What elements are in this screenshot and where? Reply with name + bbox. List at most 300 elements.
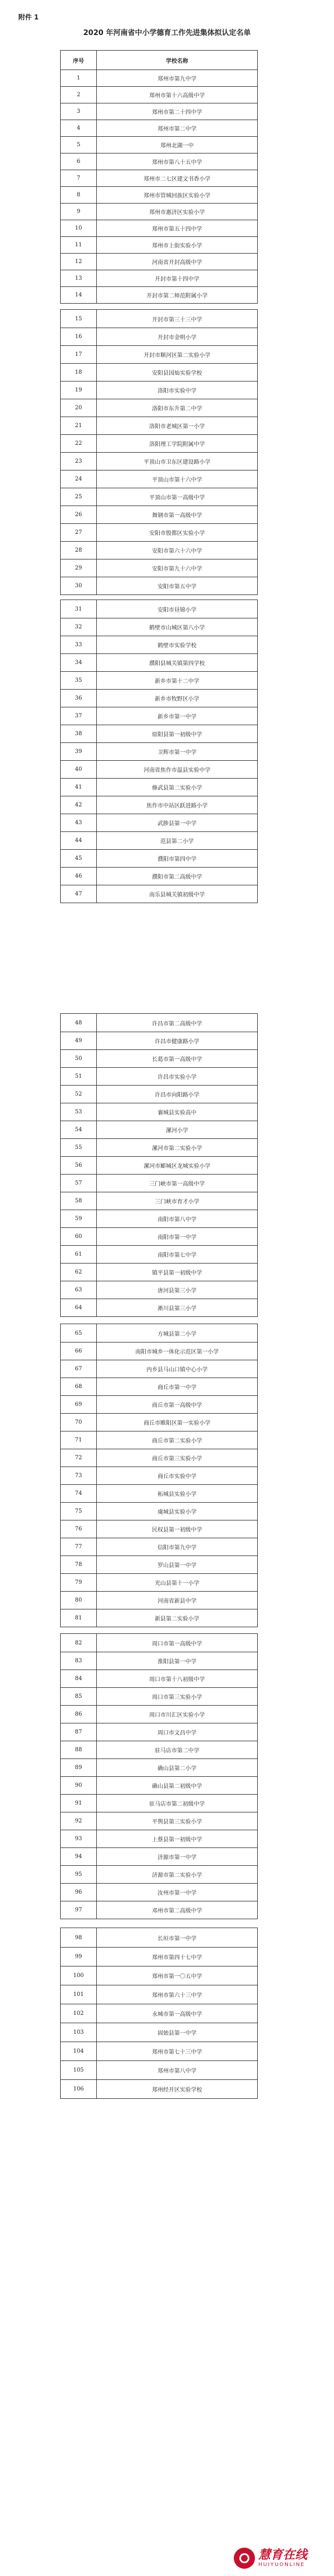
school-name: 鹤壁市实验学校 bbox=[158, 643, 197, 649]
row-number: 17 bbox=[61, 346, 97, 363]
table-row bbox=[61, 363, 257, 381]
table-row bbox=[61, 381, 257, 399]
table-row bbox=[61, 1103, 257, 1121]
table-row bbox=[61, 186, 257, 203]
table-row bbox=[61, 760, 257, 778]
row-number: 6 bbox=[61, 153, 97, 170]
school-name: 焦作市中站区跃进路小学 bbox=[146, 803, 208, 809]
school-name: 郑州市二七区建文书香小学 bbox=[144, 176, 210, 182]
row-number: 20 bbox=[61, 399, 97, 417]
school-name: 周口市川汇区实验小学 bbox=[149, 1712, 205, 1718]
school-name: 平顶山市第一高级中学 bbox=[149, 495, 205, 501]
table-row bbox=[61, 1741, 257, 1758]
table-row bbox=[61, 1687, 257, 1705]
table-row bbox=[61, 1609, 257, 1627]
table-row bbox=[61, 120, 257, 136]
table-row bbox=[61, 1085, 257, 1103]
table-row bbox=[61, 399, 257, 417]
table-row bbox=[61, 1014, 257, 1032]
school-table bbox=[60, 600, 258, 903]
row-number: 95 bbox=[61, 1866, 97, 1883]
table-row bbox=[61, 867, 257, 885]
school-table bbox=[60, 309, 258, 595]
school-name: 河南省焦作市温县实验中学 bbox=[144, 767, 210, 774]
row-number: 22 bbox=[61, 435, 97, 452]
row-number: 86 bbox=[61, 1706, 97, 1723]
school-name: 舞钢市第一高级中学 bbox=[152, 513, 202, 519]
table-row bbox=[61, 1413, 257, 1431]
row-number: 49 bbox=[61, 1032, 97, 1049]
row-number: 104 bbox=[61, 2042, 97, 2060]
school-name: 新乡市牧野区小学 bbox=[155, 696, 199, 702]
table-row bbox=[61, 1281, 257, 1299]
school-name: 永城市第一高级中学 bbox=[152, 2012, 202, 2018]
school-name: 郑州市第七十三中学 bbox=[152, 2049, 202, 2055]
school-name: 平舆县第三实验小学 bbox=[152, 1819, 202, 1825]
table-row bbox=[61, 1865, 257, 1883]
school-name: 郑州市惠济区实验小学 bbox=[149, 210, 205, 216]
school-name: 南阳市第八中学 bbox=[158, 1217, 197, 1223]
school-name: 漯河小学 bbox=[166, 1128, 188, 1134]
row-number: 14 bbox=[61, 287, 97, 303]
table-row bbox=[61, 2079, 257, 2098]
school-name: 平顶山市卫东区建设路小学 bbox=[144, 459, 210, 465]
row-number: 60 bbox=[61, 1228, 97, 1245]
row-number: 44 bbox=[61, 832, 97, 849]
table-row bbox=[61, 1634, 257, 1652]
table-row bbox=[61, 577, 257, 595]
table-row bbox=[61, 1966, 257, 1985]
school-name: 郑州北湖一中 bbox=[160, 143, 194, 149]
school-name: 南乐县城关镇初级中学 bbox=[149, 892, 205, 898]
row-number: 101 bbox=[61, 1985, 97, 2004]
school-name: 安阳市昼锦小学 bbox=[158, 607, 197, 613]
school-name: 安阳市第九十六中学 bbox=[152, 566, 202, 572]
row-number: 100 bbox=[61, 1966, 97, 1985]
school-name: 郑州市第二十四中学 bbox=[152, 110, 202, 116]
row-number: 56 bbox=[61, 1157, 97, 1174]
school-name: 淅川县第三小学 bbox=[158, 1306, 197, 1312]
table-header bbox=[61, 51, 257, 70]
school-name: 周口市文昌中学 bbox=[158, 1730, 197, 1736]
table-row bbox=[61, 796, 257, 814]
row-number: 83 bbox=[61, 1652, 97, 1670]
school-name: 开封市第十四中学 bbox=[155, 276, 199, 283]
table-row bbox=[61, 1591, 257, 1609]
school-name: 虞城县实验小学 bbox=[158, 1509, 197, 1515]
table-row bbox=[61, 253, 257, 270]
school-name: 开封市第三十三中学 bbox=[152, 316, 202, 323]
logo-icon bbox=[234, 2548, 255, 2569]
school-name: 济源市第一中学 bbox=[158, 1855, 197, 1861]
row-number: 25 bbox=[61, 488, 97, 506]
school-name: 洛阳市实验中学 bbox=[158, 388, 197, 394]
table-row bbox=[61, 559, 257, 577]
school-name: 安阳市殷都区实验小学 bbox=[149, 531, 205, 537]
row-number: 4 bbox=[61, 120, 97, 136]
table-row bbox=[61, 541, 257, 559]
row-number: 61 bbox=[61, 1246, 97, 1263]
school-name: 郑州市管城回族区实验小学 bbox=[144, 193, 210, 199]
watermark-logo bbox=[234, 2546, 323, 2570]
school-name: 濮阳市第四中学 bbox=[158, 856, 197, 863]
table-row bbox=[61, 1901, 257, 1919]
table-row bbox=[61, 1210, 257, 1227]
row-number: 19 bbox=[61, 382, 97, 399]
table-row bbox=[61, 1520, 257, 1538]
table-row bbox=[61, 1947, 257, 1966]
row-number: 35 bbox=[61, 672, 97, 689]
school-name: 濮阳市第二高级中学 bbox=[152, 874, 202, 880]
school-name: 罗山县第一中学 bbox=[158, 1563, 197, 1569]
row-number: 80 bbox=[61, 1592, 97, 1609]
table-row bbox=[61, 2004, 257, 2023]
row-number: 18 bbox=[61, 364, 97, 381]
table-row bbox=[61, 310, 257, 328]
table-row bbox=[61, 885, 257, 903]
school-table bbox=[60, 1013, 258, 1317]
row-number: 87 bbox=[61, 1723, 97, 1741]
table-row bbox=[61, 523, 257, 541]
row-number: 59 bbox=[61, 1210, 97, 1227]
row-number: 2 bbox=[61, 87, 97, 103]
school-name: 郑州市第五十四中学 bbox=[152, 226, 202, 232]
school-name: 南阳市第七中学 bbox=[158, 1252, 197, 1259]
table-row bbox=[61, 1723, 257, 1741]
row-number: 78 bbox=[61, 1556, 97, 1573]
table-row bbox=[61, 1431, 257, 1449]
table-row bbox=[61, 2023, 257, 2042]
row-number: 103 bbox=[61, 2023, 97, 2042]
school-name: 济源市第二实验小学 bbox=[152, 1872, 202, 1879]
school-name: 漯河市郾城区龙城实验小学 bbox=[144, 1163, 210, 1170]
table-row bbox=[61, 1227, 257, 1245]
school-name: 卫辉市第一中学 bbox=[158, 750, 197, 756]
row-number: 67 bbox=[61, 1360, 97, 1378]
row-number: 54 bbox=[61, 1121, 97, 1138]
watermark-text: 慧育在线 bbox=[258, 2548, 308, 2562]
school-name: 商丘市第三实验小学 bbox=[152, 1456, 202, 1462]
school-name: 唐河县第三小学 bbox=[158, 1288, 197, 1294]
table-row bbox=[61, 236, 257, 253]
school-name: 南阳市城乡一体化示范区第一小学 bbox=[135, 1349, 219, 1355]
school-name: 襄城县实验高中 bbox=[158, 1110, 197, 1116]
table-row bbox=[61, 1830, 257, 1847]
table-row bbox=[61, 270, 257, 286]
table-row bbox=[61, 831, 257, 849]
school-name: 开封市第二师范附属小学 bbox=[146, 293, 208, 299]
table-row bbox=[61, 470, 257, 488]
table-row bbox=[61, 452, 257, 470]
school-name: 柘城县实验小学 bbox=[158, 1492, 197, 1498]
row-number: 36 bbox=[61, 690, 97, 707]
school-name: 郑州市第八十五中学 bbox=[152, 160, 202, 166]
row-number: 53 bbox=[61, 1103, 97, 1121]
school-name: 确山县第二小学 bbox=[158, 1766, 197, 1772]
row-number: 91 bbox=[61, 1795, 97, 1812]
row-number: 76 bbox=[61, 1520, 97, 1538]
table-row bbox=[61, 1502, 257, 1520]
row-number: 33 bbox=[61, 636, 97, 653]
school-name: 郑州市第九中学 bbox=[158, 76, 197, 82]
school-name: 洛阳市东升第二中学 bbox=[152, 406, 202, 412]
school-name: 汝州市第一中学 bbox=[158, 1890, 197, 1896]
school-name: 河南省新县中学 bbox=[158, 1598, 197, 1604]
row-number: 46 bbox=[61, 868, 97, 885]
row-number: 43 bbox=[61, 814, 97, 831]
school-name: 内乡县马山口镇中心小学 bbox=[146, 1367, 208, 1373]
table-row bbox=[61, 1705, 257, 1723]
row-number: 12 bbox=[61, 254, 97, 270]
row-number: 64 bbox=[61, 1299, 97, 1316]
school-name: 郑州市第八中学 bbox=[158, 2068, 197, 2074]
school-name: 郑州市上街实验小学 bbox=[152, 243, 202, 249]
table-row bbox=[61, 1192, 257, 1210]
row-number: 29 bbox=[61, 559, 97, 577]
row-number: 50 bbox=[61, 1050, 97, 1067]
table-row bbox=[61, 86, 257, 103]
table-row bbox=[61, 1985, 257, 2004]
school-name: 洛阳理工学院附属中学 bbox=[149, 442, 205, 448]
attachment-label: 附件 1 bbox=[18, 13, 39, 21]
row-number: 37 bbox=[61, 707, 97, 725]
table-row bbox=[61, 814, 257, 831]
table-row bbox=[61, 849, 257, 867]
row-number: 102 bbox=[61, 2004, 97, 2023]
row-number: 73 bbox=[61, 1467, 97, 1484]
table-row bbox=[61, 1360, 257, 1378]
table-row bbox=[61, 1883, 257, 1901]
table-row bbox=[61, 1484, 257, 1502]
table-row bbox=[61, 203, 257, 220]
table-row bbox=[61, 220, 257, 236]
school-name: 开封市金明小学 bbox=[158, 335, 197, 341]
row-number: 69 bbox=[61, 1396, 97, 1413]
table-row bbox=[61, 506, 257, 523]
school-name: 长葛市第一高级中学 bbox=[152, 1057, 202, 1063]
table-row bbox=[61, 345, 257, 363]
table-row bbox=[61, 286, 257, 303]
school-name: 安阳市第五中学 bbox=[158, 584, 197, 590]
row-number: 13 bbox=[61, 270, 97, 286]
table-row bbox=[61, 1794, 257, 1812]
school-name: 许昌市实验小学 bbox=[158, 1074, 197, 1081]
school-name: 漯河市第二实验小学 bbox=[152, 1146, 202, 1152]
school-name: 驻马店市第二初级中学 bbox=[149, 1801, 205, 1807]
row-number: 93 bbox=[61, 1830, 97, 1847]
row-number: 72 bbox=[61, 1449, 97, 1467]
row-number: 31 bbox=[61, 600, 97, 618]
table-row bbox=[61, 1758, 257, 1776]
table-row bbox=[61, 1538, 257, 1555]
row-number: 85 bbox=[61, 1688, 97, 1705]
row-number: 105 bbox=[61, 2061, 97, 2079]
row-number: 97 bbox=[61, 1901, 97, 1919]
school-name: 郑州市第一〇五中学 bbox=[152, 1974, 202, 1980]
table-row bbox=[61, 1032, 257, 1049]
row-number: 98 bbox=[61, 1928, 97, 1947]
table-row bbox=[61, 1776, 257, 1794]
school-name: 商丘市第二实验小学 bbox=[152, 1438, 202, 1444]
row-number: 52 bbox=[61, 1086, 97, 1103]
row-number: 27 bbox=[61, 524, 97, 541]
school-name: 河南省开封高级中学 bbox=[152, 260, 202, 266]
row-number: 58 bbox=[61, 1192, 97, 1210]
school-name: 驻马店市第二中学 bbox=[155, 1748, 199, 1754]
school-name: 许昌市第二高级中学 bbox=[152, 1021, 202, 1027]
table-row bbox=[61, 1245, 257, 1263]
school-name: 郑州市第二中学 bbox=[158, 126, 197, 132]
row-number: 48 bbox=[61, 1014, 97, 1032]
table-row bbox=[61, 618, 257, 636]
row-number: 74 bbox=[61, 1485, 97, 1502]
row-number: 7 bbox=[61, 170, 97, 186]
table-row bbox=[61, 170, 257, 186]
school-name: 商丘市实验中学 bbox=[158, 1474, 197, 1480]
table-row bbox=[61, 1555, 257, 1573]
school-name: 新乡市第十二中学 bbox=[155, 678, 199, 685]
row-number: 77 bbox=[61, 1538, 97, 1555]
school-name: 新县第二实验小学 bbox=[155, 1616, 199, 1622]
school-name: 许昌市健康路小学 bbox=[155, 1039, 199, 1045]
table-row bbox=[61, 1812, 257, 1830]
table-row bbox=[61, 2060, 257, 2079]
school-name: 南阳市第一中学 bbox=[158, 1235, 197, 1241]
school-name: 三门峡市第一高级中学 bbox=[149, 1181, 205, 1187]
row-number: 106 bbox=[61, 2080, 97, 2098]
school-name: 洛阳市老城区第一小学 bbox=[149, 424, 205, 430]
school-name: 鹤壁市山城区第八小学 bbox=[149, 625, 205, 631]
row-number: 81 bbox=[61, 1609, 97, 1627]
table-row bbox=[61, 103, 257, 120]
table-row bbox=[61, 725, 257, 742]
row-number: 99 bbox=[61, 1948, 97, 1966]
row-number: 55 bbox=[61, 1139, 97, 1156]
row-number: 88 bbox=[61, 1741, 97, 1758]
table-row bbox=[61, 434, 257, 452]
table-row bbox=[61, 1467, 257, 1484]
watermark-subtext: HUIYUONLINE bbox=[258, 2562, 305, 2568]
school-name: 郑州市第十六高级中学 bbox=[149, 93, 205, 99]
school-name: 长垣市第一中学 bbox=[158, 1935, 197, 1942]
row-number: 62 bbox=[61, 1264, 97, 1281]
row-number: 8 bbox=[61, 187, 97, 203]
school-name: 方城县第二小学 bbox=[158, 1331, 197, 1337]
school-name: 确山县第二初级中学 bbox=[152, 1784, 202, 1790]
school-name: 安阳市第六十六中学 bbox=[152, 548, 202, 554]
school-name: 周口市第十八初级中学 bbox=[149, 1677, 205, 1683]
table-row bbox=[61, 1847, 257, 1865]
table-row bbox=[61, 707, 257, 725]
school-name: 镇平县第一初级中学 bbox=[152, 1270, 202, 1276]
table-row bbox=[61, 1067, 257, 1085]
school-name: 濮阳县城关镇第四学校 bbox=[149, 661, 205, 667]
school-table bbox=[60, 1633, 258, 1919]
school-name: 商丘市睢阳区第一实验小学 bbox=[144, 1420, 210, 1426]
row-number: 15 bbox=[61, 310, 97, 328]
school-name: 周口市第三实验小学 bbox=[152, 1695, 202, 1701]
table-row bbox=[61, 328, 257, 345]
row-number: 23 bbox=[61, 453, 97, 470]
row-number: 32 bbox=[61, 618, 97, 636]
row-number: 70 bbox=[61, 1414, 97, 1431]
row-number: 38 bbox=[61, 725, 97, 742]
school-name: 修武县第二实验小学 bbox=[152, 785, 202, 791]
row-number: 65 bbox=[61, 1324, 97, 1342]
page-title: 2020 年河南省中小学德育工作先进集体拟认定名单 bbox=[83, 29, 251, 37]
school-name: 郑州经开区实验学校 bbox=[152, 2087, 202, 2093]
table-row bbox=[61, 671, 257, 689]
row-number: 92 bbox=[61, 1812, 97, 1830]
row-number: 3 bbox=[61, 103, 97, 120]
table-row bbox=[61, 1449, 257, 1467]
table-row bbox=[61, 136, 257, 153]
row-number: 51 bbox=[61, 1068, 97, 1085]
table-row bbox=[61, 742, 257, 760]
row-number: 66 bbox=[61, 1343, 97, 1360]
school-name: 郑州市第六十三中学 bbox=[152, 1993, 202, 1999]
table-row bbox=[61, 2042, 257, 2060]
table-row bbox=[61, 1573, 257, 1591]
table-row bbox=[61, 1395, 257, 1413]
row-number: 75 bbox=[61, 1503, 97, 1520]
table-row bbox=[61, 1378, 257, 1395]
row-number: 47 bbox=[61, 885, 97, 903]
table-row bbox=[61, 1263, 257, 1281]
school-table bbox=[60, 1324, 258, 1627]
table-row bbox=[61, 1299, 257, 1316]
school-name: 开封市顺河区第二实验小学 bbox=[144, 353, 210, 359]
school-name: 周口市第一高级中学 bbox=[152, 1641, 202, 1647]
row-number: 63 bbox=[61, 1281, 97, 1299]
table-row bbox=[61, 1670, 257, 1687]
table-row bbox=[61, 1138, 257, 1156]
row-number: 11 bbox=[61, 237, 97, 253]
row-number: 28 bbox=[61, 542, 97, 559]
table-row bbox=[61, 600, 257, 618]
row-number: 45 bbox=[61, 850, 97, 867]
table-row bbox=[61, 1174, 257, 1192]
school-name: 安阳县国灿实验学校 bbox=[152, 370, 202, 377]
row-number: 39 bbox=[61, 743, 97, 760]
table-row bbox=[61, 488, 257, 506]
school-name: 武陟县第一中学 bbox=[158, 821, 197, 827]
row-number: 21 bbox=[61, 417, 97, 434]
row-number: 82 bbox=[61, 1634, 97, 1652]
table-row bbox=[61, 1652, 257, 1670]
row-number: 1 bbox=[61, 70, 97, 86]
school-name: 商丘市第一中学 bbox=[158, 1385, 197, 1391]
school-name: 新乡市第一中学 bbox=[158, 714, 197, 720]
table-row bbox=[61, 636, 257, 653]
row-number: 79 bbox=[61, 1574, 97, 1591]
table-row bbox=[61, 417, 257, 434]
row-number: 26 bbox=[61, 506, 97, 523]
row-number: 89 bbox=[61, 1759, 97, 1776]
row-number: 96 bbox=[61, 1884, 97, 1901]
table-row bbox=[61, 1156, 257, 1174]
school-name: 三门峡市育才小学 bbox=[155, 1199, 199, 1205]
row-number: 40 bbox=[61, 761, 97, 778]
row-number: 90 bbox=[61, 1777, 97, 1794]
table-row bbox=[61, 1121, 257, 1138]
row-number: 42 bbox=[61, 796, 97, 814]
table-row bbox=[61, 1324, 257, 1342]
table-row bbox=[61, 1928, 257, 1947]
school-name: 淮阳县第一中学 bbox=[158, 1659, 197, 1665]
school-name: 邓州市第二高级中学 bbox=[152, 1908, 202, 1914]
table-row bbox=[61, 1049, 257, 1067]
